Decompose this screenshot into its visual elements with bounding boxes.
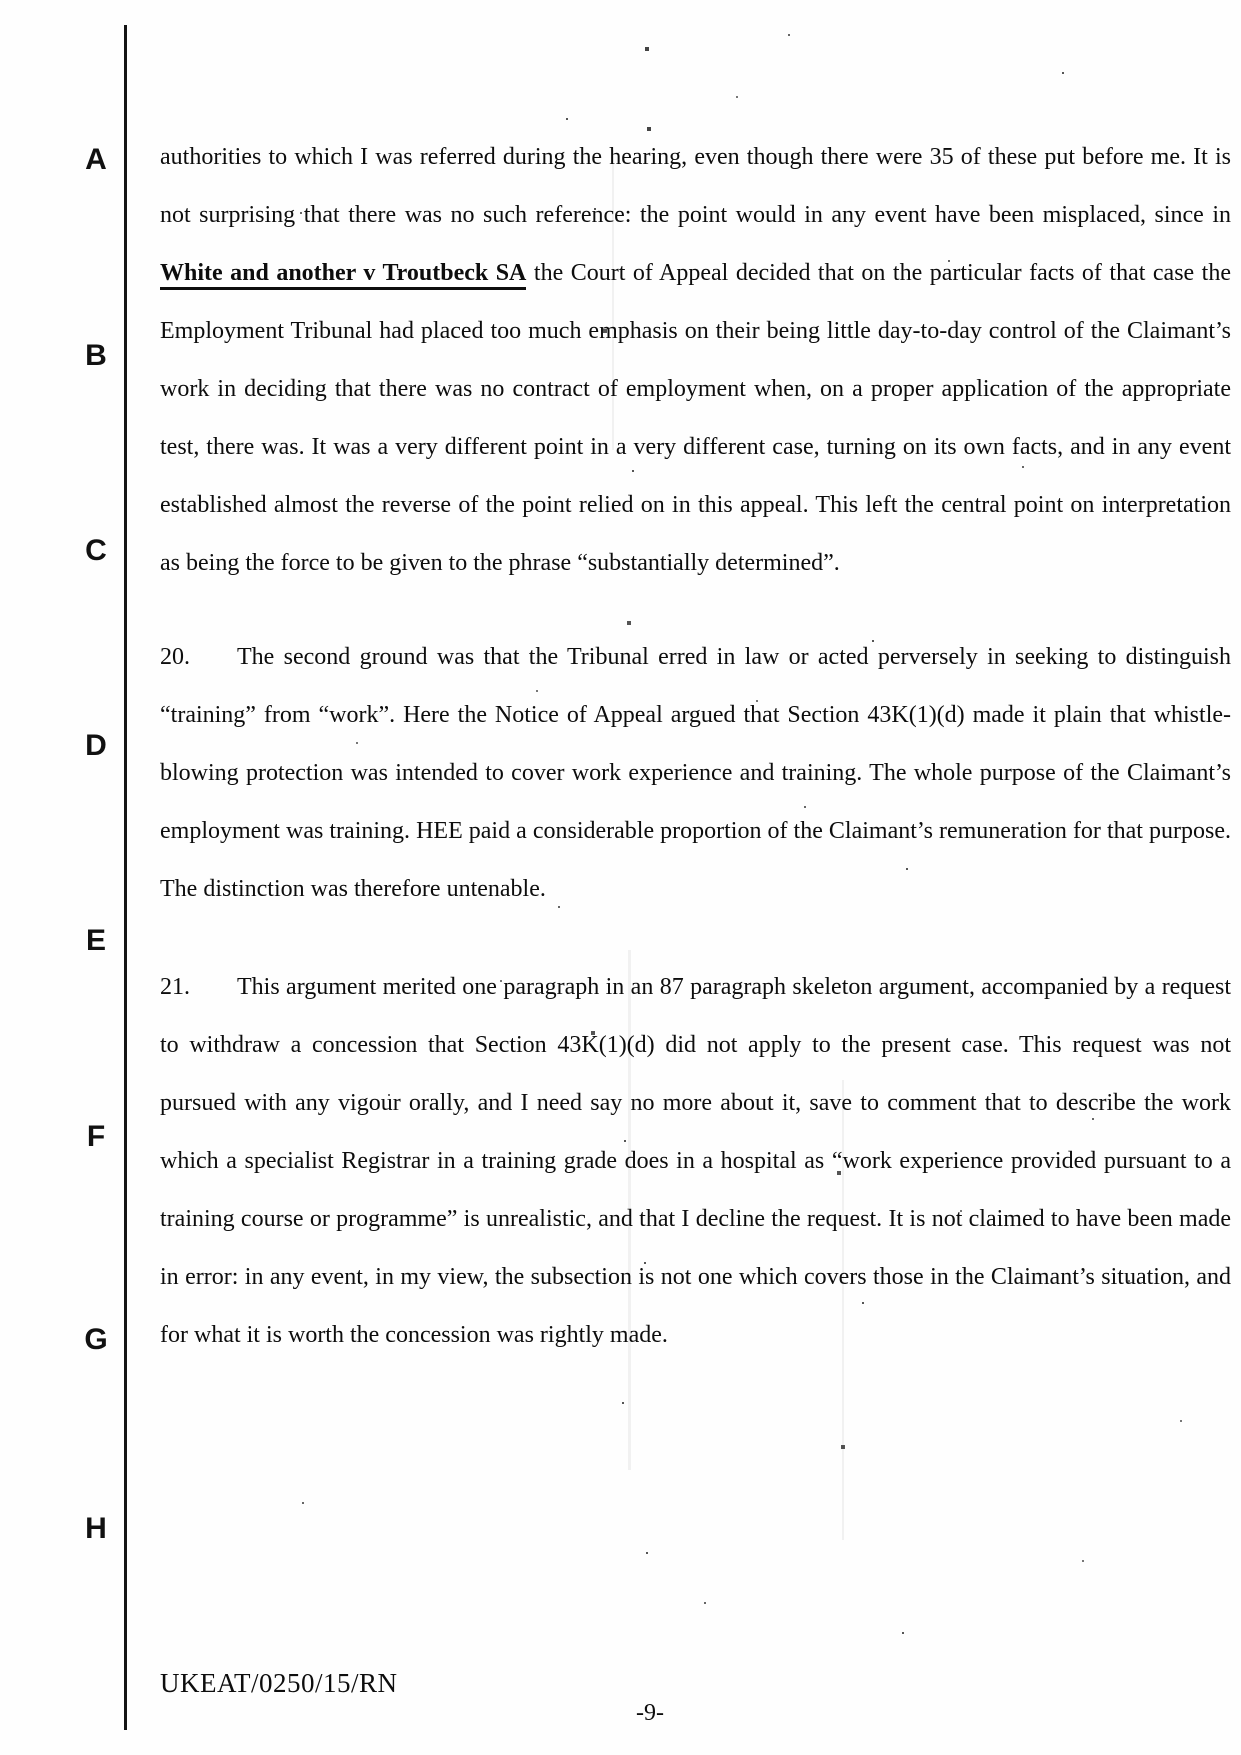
scan-noise (0, 0, 2, 2)
scan-streak (842, 1080, 844, 1540)
footer-case-reference: UKEAT/0250/15/RN (160, 1668, 398, 1698)
margin-letter-e: E (85, 924, 106, 957)
margin-letter-g: G (84, 1323, 108, 1356)
footer-page-number: -9- (636, 1700, 664, 1726)
margin-letter-h: H (85, 1512, 107, 1545)
paragraph-number: 20. (160, 644, 190, 670)
paragraph-20 (160, 628, 1231, 918)
paragraph-21 (160, 958, 1231, 1364)
paragraph-text: authorities to which I was referred during the hearing, even though there were 35 of these put before me. It is not surprising that there was no such reference: the point would in any event have been misplaced, since in (160, 144, 1231, 228)
paragraph-text: The second ground was that the Tribunal erred in law or acted perversely in seeking to distinguish “training” from “work”. Here the Notice of Appeal argued that Section 43K(1)(d) made it plain that whistle-blowing protection was intended to cover work experience and training. The whole purpose of the Claimant’s employment was training. HEE paid a considerable proportion of the Claimant’s remuneration for that purpose. The distinction was therefore untenable. (160, 644, 1231, 902)
margin-letter-f: F (86, 1120, 106, 1153)
paragraph-text: This argument merited one paragraph in an 87 paragraph skeleton argument, accompanied by a request to withdraw a concession that Section 43K(1)(d) did not apply to the present case. This request was not pursued with any vigour orally, and I need say no more about it, save to comment that to describe the work which a specialist Registrar in a training grade does in a hospital as “work experience provided pursuant to a training course or programme” is unrealistic, and that I decline the request. It is not claimed to have been made in error: in any event, in my view, the subsection is not one which covers those in the Claimant’s situation, and for what it is worth the concession was rightly made. (160, 974, 1231, 1348)
margin-letter-a: A (85, 143, 107, 176)
margin-rule (124, 25, 127, 1730)
case-citation: White and another v Troutbeck SA (160, 260, 526, 290)
scan-streak (612, 150, 614, 450)
paragraph-continuation (160, 128, 1231, 592)
scan-streak (628, 950, 631, 1470)
margin-letter-d: D (85, 729, 107, 762)
margin-letter-b: B (85, 339, 107, 372)
judgment-body (160, 128, 1231, 1364)
margin-letter-c: C (85, 534, 107, 567)
paragraph-text: the Court of Appeal decided that on the particular facts of that case the Employment Tribunal had placed too much emphasis on their being little day-to-day control of the Claimant’s work in deciding that there was no contract of employment when, on a proper application of the appropriate test, there was. It was a very different point in a very different case, turning on its own facts, and in any event established almost the reverse of the point relied on in this appeal. This left the central point on interpretation as being the force to be given to the phrase “substantially determined”. (160, 260, 1231, 576)
paragraph-number: 21. (160, 974, 190, 1000)
